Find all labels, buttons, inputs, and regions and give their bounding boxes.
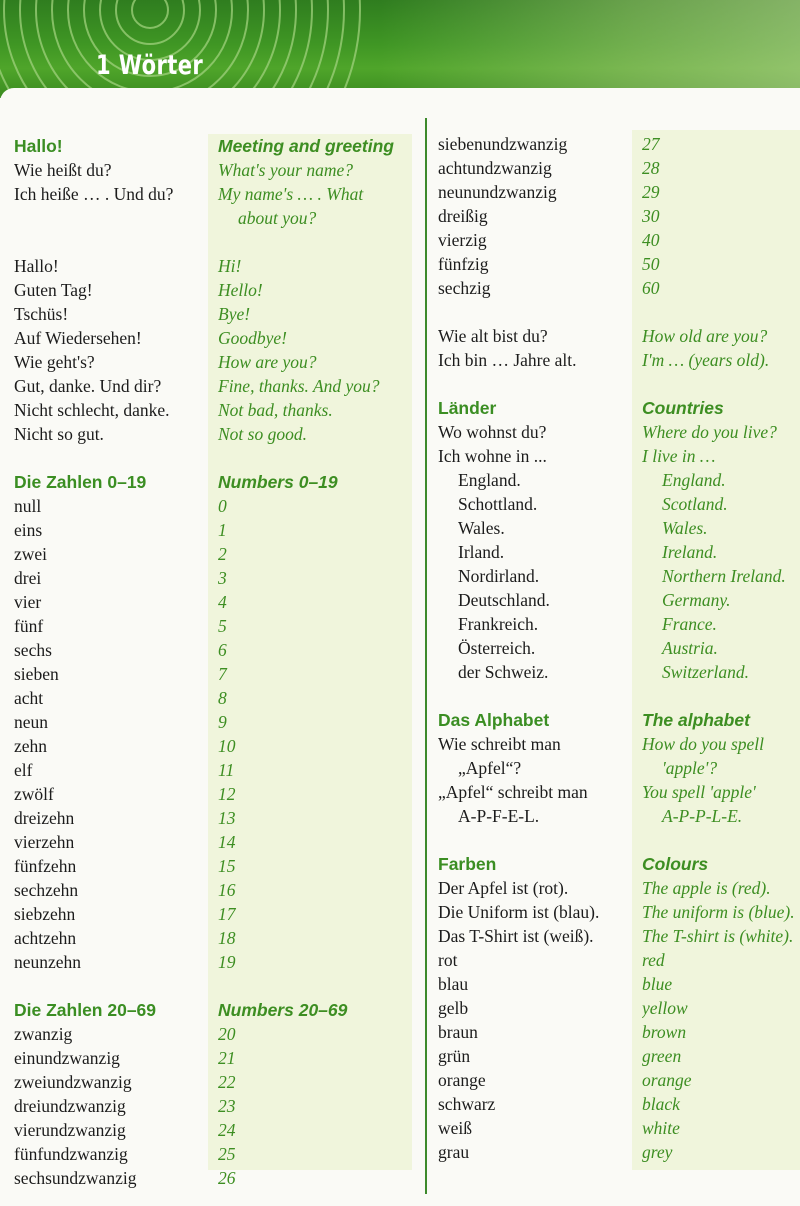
vocab-entry: Austria. bbox=[662, 638, 718, 658]
vocab-entry: 27 bbox=[642, 134, 660, 154]
vocab-entry: Not so good. bbox=[218, 424, 307, 444]
vocab-entry: null bbox=[14, 496, 42, 516]
spacer bbox=[14, 974, 206, 998]
vocab-entry: 11 bbox=[218, 760, 235, 780]
vocab-entry: How do you spell bbox=[642, 734, 765, 754]
vocab-entry: 1 bbox=[218, 520, 227, 540]
vocab-entry: England. bbox=[662, 470, 726, 490]
vocab-entry: 3 bbox=[218, 568, 227, 588]
spacer bbox=[14, 230, 206, 254]
vocab-entry: Nicht so gut. bbox=[14, 424, 104, 444]
spacer bbox=[438, 372, 630, 396]
vocab-entry: achtzehn bbox=[14, 928, 77, 948]
vocab-entry: der Schweiz. bbox=[458, 662, 549, 682]
vocab-entry: Irland. bbox=[458, 542, 505, 562]
vocab-entry: What's your name? bbox=[218, 160, 353, 180]
vocab-entry: orange bbox=[438, 1070, 486, 1090]
spacer bbox=[642, 684, 800, 708]
vocab-entry: Wales. bbox=[458, 518, 505, 538]
vocab-entry: 12 bbox=[218, 784, 236, 804]
vocab-entry: dreißig bbox=[438, 206, 488, 226]
vocab-entry: sechzehn bbox=[14, 880, 79, 900]
vocab-entry: Frankreich. bbox=[458, 614, 539, 634]
vocab-entry: How old are you? bbox=[642, 326, 768, 346]
vocab-entry: Goodbye! bbox=[218, 328, 288, 348]
vocab-entry: Der Apfel ist (rot). bbox=[438, 878, 569, 898]
vocab-entry: zehn bbox=[14, 736, 48, 756]
vocab-entry: rot bbox=[438, 950, 458, 970]
vocab-entry: achtundzwanzig bbox=[438, 158, 552, 178]
section-heading: The alphabet bbox=[642, 710, 750, 730]
spacer bbox=[218, 230, 410, 254]
vocab-entry: 19 bbox=[218, 952, 236, 972]
vocab-entry: Scotland. bbox=[662, 494, 728, 514]
vocab-entry: Nordirland. bbox=[458, 566, 540, 586]
page-title: 1 Wörter bbox=[96, 50, 204, 81]
section-heading: Numbers 0–19 bbox=[218, 472, 338, 492]
vocab-entry: grau bbox=[438, 1142, 470, 1162]
vocab-entry: Schottland. bbox=[458, 494, 538, 514]
vocab-entry: Die Uniform ist (blau). bbox=[438, 902, 600, 922]
vocab-entry: England. bbox=[458, 470, 521, 490]
vocab-entry: Tschüs! bbox=[14, 304, 69, 324]
vocab-entry: neunundzwanzig bbox=[438, 182, 557, 202]
vocab-entry: 17 bbox=[218, 904, 236, 924]
vocab-entry: 8 bbox=[218, 688, 227, 708]
vocab-entry: 0 bbox=[218, 496, 227, 516]
vocab-entry: Fine, thanks. And you? bbox=[218, 376, 380, 396]
vocab-entry: 29 bbox=[642, 182, 660, 202]
vocab-entry: 6 bbox=[218, 640, 227, 660]
vocab-entry: Österreich. bbox=[458, 638, 536, 658]
english-column-left bbox=[218, 134, 410, 1190]
vocab-entry: grey bbox=[642, 1142, 673, 1162]
ripple-graphic bbox=[0, 0, 380, 98]
vocab-entry: drei bbox=[14, 568, 42, 588]
spacer bbox=[218, 974, 410, 998]
vocab-entry: black bbox=[642, 1094, 680, 1114]
section-heading: Numbers 20–69 bbox=[218, 1000, 348, 1020]
vocab-entry: You spell 'apple' bbox=[642, 782, 756, 802]
section-heading: Länder bbox=[438, 398, 497, 418]
section-heading: Meeting and greeting bbox=[218, 136, 394, 156]
vocab-entry: 16 bbox=[218, 880, 236, 900]
section-heading: Farben bbox=[438, 854, 497, 874]
vocab-entry: 22 bbox=[218, 1072, 236, 1092]
vocab-entry: fünfzig bbox=[438, 254, 489, 274]
vocab-entry: fünf bbox=[14, 616, 44, 636]
vocab-entry: I'm … (years old). bbox=[642, 350, 770, 370]
spacer bbox=[438, 828, 630, 852]
vocab-entry: Wie alt bist du? bbox=[438, 326, 548, 346]
vocab-entry: sechzig bbox=[438, 278, 491, 298]
vocab-entry: 9 bbox=[218, 712, 227, 732]
vocab-entry: Gut, danke. Und dir? bbox=[14, 376, 162, 396]
section-heading: Die Zahlen 0–19 bbox=[14, 472, 147, 492]
vocab-entry: blau bbox=[438, 974, 469, 994]
section-heading: Die Zahlen 20–69 bbox=[14, 1000, 157, 1020]
vocab-entry: einundzwanzig bbox=[14, 1048, 120, 1068]
spacer bbox=[218, 446, 410, 470]
vocab-entry: „Apfel“ schreibt man bbox=[438, 782, 588, 802]
vocab-entry: Auf Wiedersehen! bbox=[14, 328, 142, 348]
vocab-entry: siebzehn bbox=[14, 904, 76, 924]
vocab-entry: elf bbox=[14, 760, 33, 780]
vocab-entry: neun bbox=[14, 712, 49, 732]
vocab-entry: vierzig bbox=[438, 230, 487, 250]
vocab-entry: 20 bbox=[218, 1024, 236, 1044]
vocab-entry: sieben bbox=[14, 664, 59, 684]
vocab-entry: Hallo! bbox=[14, 256, 59, 276]
spacer bbox=[642, 828, 800, 852]
vocab-entry: about you? bbox=[238, 208, 317, 228]
german-column-left bbox=[14, 134, 206, 1190]
spacer bbox=[438, 684, 630, 708]
german-column-right bbox=[438, 132, 630, 1164]
vocab-entry: Ireland. bbox=[662, 542, 718, 562]
vocab-entry: Guten Tag! bbox=[14, 280, 93, 300]
vocab-entry: fünfzehn bbox=[14, 856, 77, 876]
vocab-entry: 14 bbox=[218, 832, 236, 852]
vocab-entry: zwölf bbox=[14, 784, 54, 804]
vocab-entry: 60 bbox=[642, 278, 660, 298]
vocab-entry: 7 bbox=[218, 664, 227, 684]
vocab-entry: zweiundzwanzig bbox=[14, 1072, 132, 1092]
vocab-entry: 4 bbox=[218, 592, 227, 612]
spacer bbox=[438, 300, 630, 324]
vocab-entry: Das T-Shirt ist (weiß). bbox=[438, 926, 594, 946]
vocab-entry: 50 bbox=[642, 254, 660, 274]
vocab-entry: 24 bbox=[218, 1120, 236, 1140]
vocab-entry: orange bbox=[642, 1070, 692, 1090]
vocab-entry: grün bbox=[438, 1046, 471, 1066]
vocab-entry: Where do you live? bbox=[642, 422, 777, 442]
vocab-entry: neunzehn bbox=[14, 952, 82, 972]
vocab-entry: I live in … bbox=[642, 446, 716, 466]
vocab-entry: braun bbox=[438, 1022, 478, 1042]
section-heading: Countries bbox=[642, 398, 724, 418]
vocab-entry: vierundzwanzig bbox=[14, 1120, 126, 1140]
column-divider bbox=[425, 118, 427, 1194]
vocab-entry: white bbox=[642, 1118, 680, 1138]
vocab-entry: Bye! bbox=[218, 304, 251, 324]
vocab-entry: zwei bbox=[14, 544, 48, 564]
vocab-entry: zwanzig bbox=[14, 1024, 73, 1044]
vocab-entry: 2 bbox=[218, 544, 227, 564]
vocab-entry: The T-shirt is (white). bbox=[642, 926, 794, 946]
vocab-entry: France. bbox=[662, 614, 717, 634]
spacer bbox=[14, 446, 206, 470]
vocab-entry: 21 bbox=[218, 1048, 236, 1068]
vocab-entry: A-P-F-E-L. bbox=[458, 806, 540, 826]
vocab-entry: „Apfel“? bbox=[458, 758, 522, 778]
section-heading: Das Alphabet bbox=[438, 710, 550, 730]
vocab-entry: vierzehn bbox=[14, 832, 75, 852]
spacer bbox=[642, 300, 800, 324]
vocab-entry: 18 bbox=[218, 928, 236, 948]
section-heading: Colours bbox=[642, 854, 709, 874]
vocab-entry: fünfundzwanzig bbox=[14, 1144, 128, 1164]
vocab-entry: green bbox=[642, 1046, 682, 1066]
spacer bbox=[642, 372, 800, 396]
vocab-entry: weiß bbox=[438, 1118, 473, 1138]
vocab-entry: gelb bbox=[438, 998, 469, 1018]
header-banner bbox=[0, 0, 800, 98]
vocab-entry: Nicht schlecht, danke. bbox=[14, 400, 170, 420]
vocab-entry: 'apple'? bbox=[662, 758, 718, 778]
vocab-entry: acht bbox=[14, 688, 44, 708]
vocab-entry: schwarz bbox=[438, 1094, 496, 1114]
vocab-entry: The uniform is (blue). bbox=[642, 902, 795, 922]
spacer bbox=[14, 206, 206, 230]
vocab-entry: 5 bbox=[218, 616, 227, 636]
vocab-entry: Germany. bbox=[662, 590, 731, 610]
vocab-entry: The apple is (red). bbox=[642, 878, 771, 898]
vocab-entry: siebenundzwanzig bbox=[438, 134, 568, 154]
vocab-entry: Wales. bbox=[662, 518, 708, 538]
vocab-entry: 30 bbox=[642, 206, 660, 226]
vocab-entry: 25 bbox=[218, 1144, 236, 1164]
vocab-entry: Wie schreibt man bbox=[438, 734, 561, 754]
section-heading: Hallo! bbox=[14, 136, 63, 156]
vocab-entry: dreizehn bbox=[14, 808, 75, 828]
vocab-entry: 15 bbox=[218, 856, 236, 876]
vocab-entry: Ich bin … Jahre alt. bbox=[438, 350, 577, 370]
vocab-entry: sechsundzwanzig bbox=[14, 1168, 137, 1188]
vocab-entry: My name's … . What bbox=[218, 184, 364, 204]
vocab-entry: red bbox=[642, 950, 665, 970]
vocab-entry: 40 bbox=[642, 230, 660, 250]
vocab-entry: A-P-P-L-E. bbox=[662, 806, 743, 826]
vocab-entry: eins bbox=[14, 520, 43, 540]
vocab-entry: Wie heißt du? bbox=[14, 160, 112, 180]
vocab-entry: 23 bbox=[218, 1096, 236, 1116]
vocab-entry: Hello! bbox=[218, 280, 263, 300]
vocab-entry: 13 bbox=[218, 808, 236, 828]
vocab-entry: Deutschland. bbox=[458, 590, 550, 610]
vocab-entry: yellow bbox=[642, 998, 688, 1018]
vocab-entry: Northern Ireland. bbox=[662, 566, 786, 586]
vocab-entry: Ich wohne in ... bbox=[438, 446, 547, 466]
vocab-entry: 28 bbox=[642, 158, 660, 178]
vocab-entry: How are you? bbox=[218, 352, 317, 372]
vocab-entry: 26 bbox=[218, 1168, 236, 1188]
vocab-entry: 10 bbox=[218, 736, 236, 756]
vocab-entry: Ich heiße … . Und du? bbox=[14, 184, 174, 204]
vocab-entry: brown bbox=[642, 1022, 687, 1042]
vocab-entry: Switzerland. bbox=[662, 662, 750, 682]
vocab-entry: Not bad, thanks. bbox=[218, 400, 333, 420]
vocab-entry: dreiundzwanzig bbox=[14, 1096, 126, 1116]
vocab-entry: Wo wohnst du? bbox=[438, 422, 547, 442]
vocab-entry: Hi! bbox=[218, 256, 242, 276]
vocab-entry: blue bbox=[642, 974, 673, 994]
english-column-right bbox=[642, 132, 800, 1164]
vocab-entry: vier bbox=[14, 592, 42, 612]
vocab-entry: sechs bbox=[14, 640, 52, 660]
vocab-entry: Wie geht's? bbox=[14, 352, 95, 372]
